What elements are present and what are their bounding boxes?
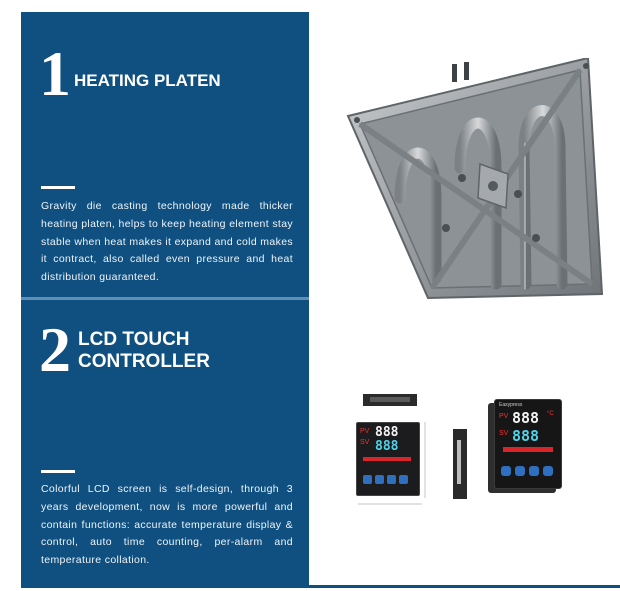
sv-label: SV xyxy=(360,439,370,446)
clear-button[interactable] xyxy=(399,475,408,484)
set-button[interactable] xyxy=(363,475,372,484)
st-button-3d[interactable] xyxy=(515,466,525,476)
controller-3d: Easypress PV SV 888 888 °C xyxy=(494,399,562,489)
pv-label: PV xyxy=(360,428,370,435)
sv-readout: 888 xyxy=(375,439,399,454)
section-number: 1 xyxy=(39,38,71,109)
clear-button-3d[interactable] xyxy=(543,466,553,476)
divider xyxy=(41,186,75,189)
lcd-controller-panel xyxy=(21,300,309,588)
st-button[interactable] xyxy=(375,475,384,484)
section-title-line2: CONTROLLER xyxy=(78,351,210,372)
divider xyxy=(41,470,75,473)
heating-platen-panel xyxy=(21,12,309,298)
controller-front xyxy=(356,422,420,496)
brand-label: Easypress xyxy=(499,402,523,408)
heating-platen-image xyxy=(340,58,606,304)
pv-readout-3d: 888 xyxy=(512,409,540,427)
unit-c: °C xyxy=(547,411,554,417)
section-title-line1: LCD TOUCH xyxy=(78,329,190,350)
controller-image xyxy=(350,382,612,512)
section-number: 2 xyxy=(39,314,71,385)
sv-readout-3d: 888 xyxy=(512,427,540,445)
footer-bar xyxy=(309,585,620,588)
section-body: Gravity die casting technology made thicker heating platen, helps to keep heating element stay stable when heat makes it expand and cold makes it contract, also called even pressure and heat distribution guaranteed. xyxy=(41,200,293,284)
section-title: HEATING PLATEN xyxy=(74,71,221,90)
time-button[interactable] xyxy=(387,475,396,484)
set-button-3d[interactable] xyxy=(501,466,511,476)
section-body: Colorful LCD screen is self-design, through 3 years development, now is more powerful and contain functions: accurate temperature display & control, auto time counting, per-alarm and temperature collation. xyxy=(41,483,293,567)
time-button-3d[interactable] xyxy=(529,466,539,476)
pv-readout: 888 xyxy=(375,425,399,440)
